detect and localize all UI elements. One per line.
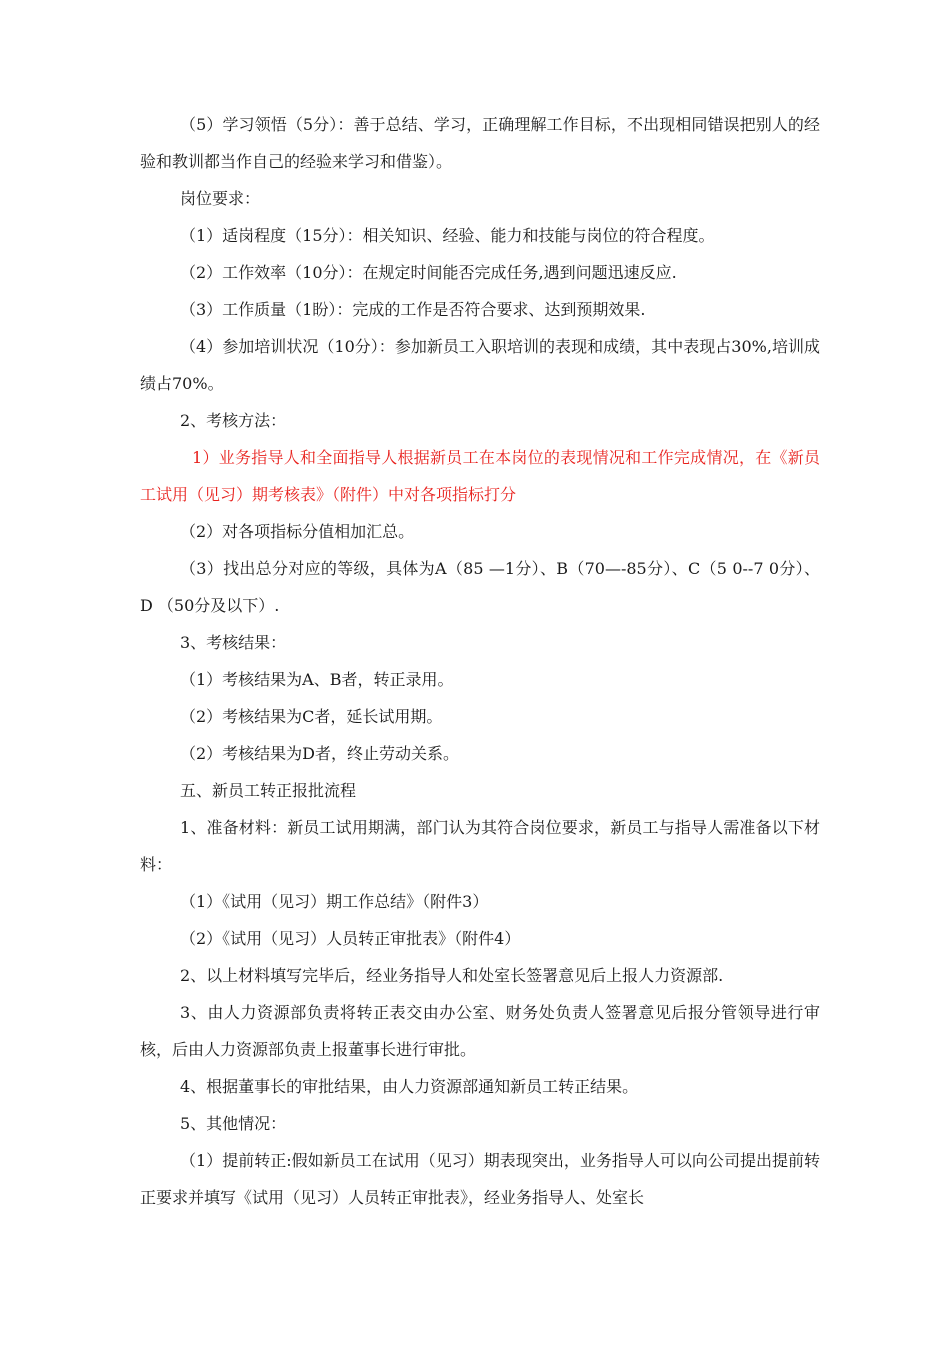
heading-job-requirements: 岗位要求：: [180, 189, 261, 208]
heading-assessment-method: 2、考核方法：: [180, 411, 287, 430]
paragraph-scoring-instruction: 1）业务指导人和全面指导人根据新员工在本岗位的表现情况和工作完成情况，在《新员工试用（见习）期考核表》（附件）中对各项指标打分: [140, 448, 820, 504]
heading-other-situations: 5、其他情况：: [180, 1114, 287, 1133]
paragraph-material-approval-form: （2）《试用（见习）人员转正审批表》（附件4）: [180, 929, 521, 948]
paragraph-notify-result: 4、根据董事长的审批结果，由人力资源部通知新员工转正结果。: [180, 1077, 639, 1096]
paragraph-hr-review: 3、由人力资源部负责将转正表交由办公室、财务处负责人签署意见后报分管领导进行审核，后由人力资源部负责上报董事长进行审批。: [140, 1003, 820, 1059]
paragraph-result-ab: （1）考核结果为A、B者，转正录用。: [180, 670, 454, 689]
paragraph-grade-levels: （3）找出总分对应的等级，具体为A（85 —1分）、B（70—-85分）、C（5 0--7 0分）、D （50分及以下）.: [140, 559, 820, 615]
paragraph-job-fit: （1）适岗程度（15分）：相关知识、经验、能力和技能与岗位的符合程度。: [180, 226, 715, 245]
document-body: [140, 106, 820, 1216]
paragraph-prepare-materials: 1、准备材料：新员工试用期满，部门认为其符合岗位要求，新员工与指导人需准备以下材料：: [140, 818, 820, 874]
paragraph-early-confirmation: （1）提前转正:假如新员工在试用（见习）期表现突出，业务指导人可以向公司提出提前转正要求并填写《试用（见习）人员转正审批表》，经业务指导人、处室长: [140, 1151, 820, 1207]
paragraph-material-summary: （1）《试用（见习）期工作总结》（附件3）: [180, 892, 489, 911]
paragraph-submit-hr: 2、以上材料填写完毕后，经业务指导人和处室长签署意见后上报人力资源部.: [180, 966, 724, 985]
heading-assessment-results: 3、考核结果：: [180, 633, 287, 652]
heading-section-five: 五、新员工转正报批流程: [180, 781, 357, 800]
paragraph-work-efficiency: （2）工作效率（10分）：在规定时间能否完成任务,遇到问题迅速反应.: [180, 263, 677, 282]
paragraph-training-status: （4）参加培训状况（10分）：参加新员工入职培训的表现和成绩，其中表现占30%,培训成绩占70%。: [140, 337, 820, 393]
paragraph-sum-scores: （2）对各项指标分值相加汇总。: [180, 522, 415, 541]
paragraph-work-quality: （3）工作质量（1盼）：完成的工作是否符合要求、达到预期效果.: [180, 300, 646, 319]
paragraph-result-c: （2）考核结果为C者，延长试用期。: [180, 707, 443, 726]
paragraph-learning-comprehension: （5）学习领悟（5分）：善于总结、学习，正确理解工作目标，不出现相同错误把别人的经验和教训都当作自己的经验来学习和借鉴）。: [140, 115, 820, 171]
paragraph-result-d: （2）考核结果为D者，终止劳动关系。: [180, 744, 460, 763]
